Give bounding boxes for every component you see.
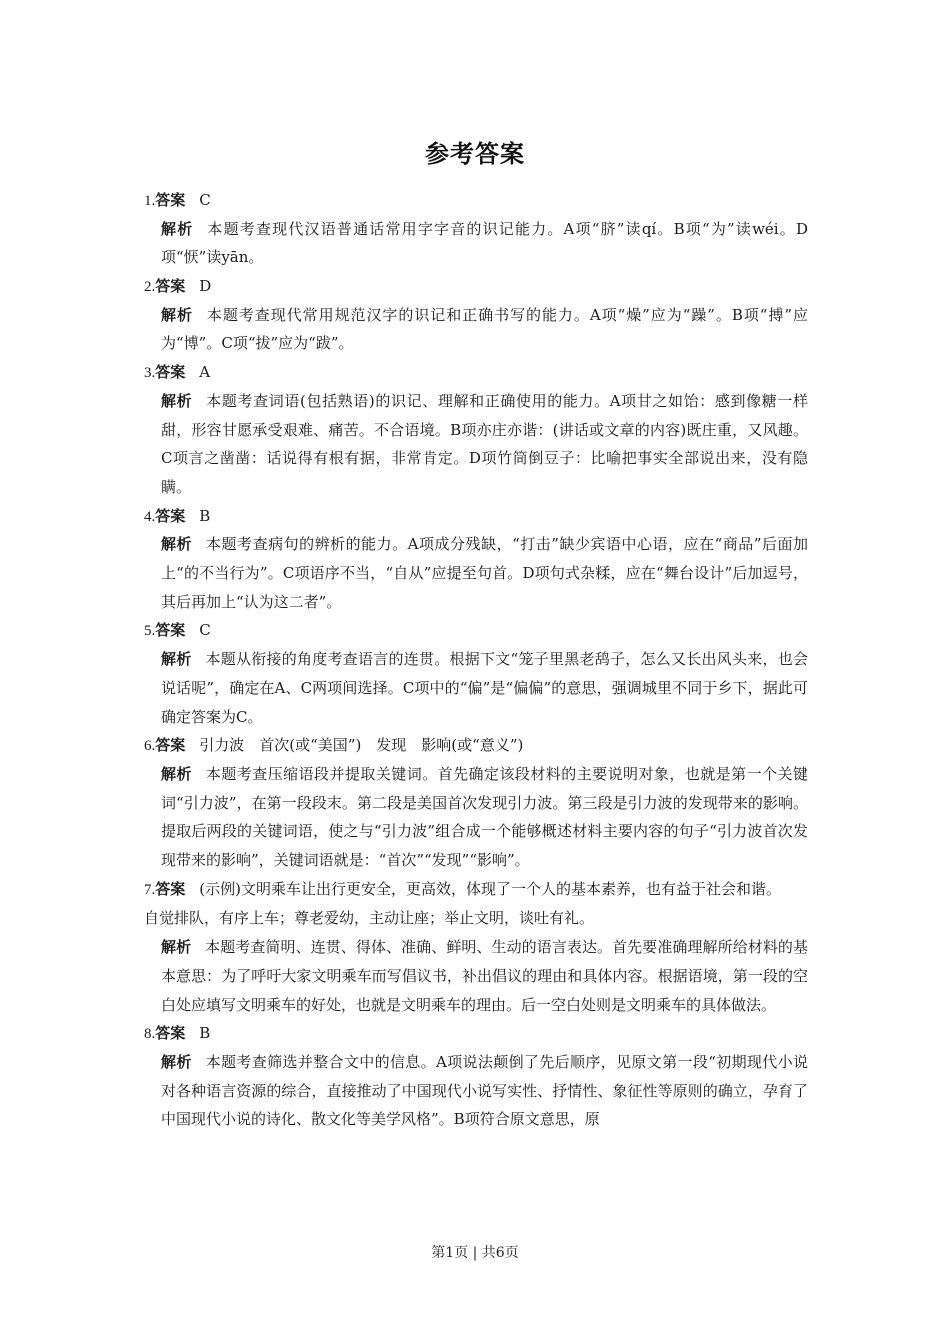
item-number: 8.: [144, 1026, 156, 1043]
analysis-label: 解析: [161, 535, 193, 554]
analysis-label: 解析: [161, 305, 193, 324]
answer-label: 答案: [155, 879, 186, 898]
analysis-label: 解析: [161, 391, 193, 410]
analysis-label: 解析: [161, 764, 192, 783]
item-number: 6.: [144, 738, 156, 755]
analysis-block-7: [144, 933, 808, 1019]
analysis-block-4: [144, 530, 808, 616]
answer-label: 答案: [155, 621, 186, 640]
analysis-text: 本题考查现代汉语普通话常用字字音的识记能力。A项“脐”读qí。B项“为”读wéi。D项“恹”读yān。: [161, 219, 808, 267]
analysis-text: 本题考查病句的辨析的能力。A项成分残缺，“打击”缺少宾语中心语，应在“商品”后面加上“的不当行为”。C项语序不当，“自从”应提至句首。D项句式杂糅，应在“舞台设计”后加逗号，其后再加上“认为这二者”。: [161, 535, 808, 611]
answer-value: C: [199, 191, 211, 209]
analysis-text: 本题从衔接的角度考查语言的连贯。根据下文“笼子里黑老鸹子，怎么又长出风头来，也会说话呢”，确定在A、C两项间选择。C项中的“偏”是“偏偏”的意思，强调城里不同于乡下，据此可确定答案为C。: [161, 650, 808, 726]
analysis-block-5: [144, 645, 808, 731]
answer-label: 答案: [155, 736, 186, 755]
analysis-text: 本题考查筛选并整合文中的信息。A项说法颠倒了先后顺序，见原文第一段“初期现代小说对各种语言资源的综合，直接推动了中国现代小说写实性、抒情性、象征性等原则的确立，孕育了中国现代小说的诗化、散文化等美学风格”。B项符合原文意思，原: [161, 1052, 808, 1129]
answer-label: 答案: [155, 277, 186, 296]
analysis-block-1: [144, 215, 808, 272]
answer-line-8: [144, 1019, 808, 1048]
answer-line-7: [144, 875, 808, 905]
item-number: 1.: [144, 193, 156, 209]
answer-value: C: [199, 621, 211, 640]
answer-line-2: [144, 272, 808, 301]
analysis-block-6: [144, 760, 808, 875]
answer-list: [144, 186, 808, 1134]
answer-line-1: [144, 186, 808, 215]
answer-extra-7: 自觉排队，有序上车；尊老爱幼，主动让座；举止文明，谈吐有礼。: [144, 909, 595, 928]
analysis-text: 本题考查现代常用规范汉字的识记和正确书写的能力。A项“燥”应为“躁”。B项“搏”应为“博”。C项“拔”应为“跋”。: [161, 305, 808, 353]
answer-value: (示例)文明乘车让出行更安全，更高效，体现了一个人的基本素养，也有益于社会和谐。: [199, 879, 781, 898]
analysis-block-2: [144, 301, 808, 358]
analysis-block-8: [144, 1048, 808, 1134]
analysis-block-3: [144, 387, 808, 502]
analysis-text: 本题考查简明、连贯、得体、准确、鲜明、生动的语言表达。首先要准确理解所给材料的基本意思：为了呼吁大家文明乘车而写倡议书，补出倡议的理由和具体内容。根据语境，第一段的空白处应填写文明乘车的好处，也就是文明乘车的理由。后一空白处则是文明乘车的具体做法。: [161, 938, 808, 1014]
item-number: 3.: [144, 365, 156, 382]
answer-line-5: [144, 616, 808, 645]
answer-value: B: [199, 506, 211, 525]
answer-label: 答案: [155, 506, 186, 525]
answer-line-3: [144, 358, 808, 387]
item-number: 7.: [144, 881, 156, 898]
item-number: 4.: [144, 508, 156, 525]
answer-line-4: [144, 502, 808, 531]
answer-label: 答案: [155, 363, 186, 382]
analysis-label: 解析: [161, 650, 192, 669]
analysis-text: 本题考查压缩语段并提取关键词。首先确定该段材料的主要说明对象，也就是第一个关键词“引力波”，在第一段段末。第二段是美国首次发现引力波。第三段是引力波的发现带来的影响。提取后两段的关键词语，使之与“引力波”组合成一个能够概述材料主要内容的句子“引力波首次发现带来的影响”，关键词语就是：“首次”“发现”“影响”。: [161, 764, 808, 870]
answer-value: 引力波 首次(或“美国”) 发现 影响(或“意义”): [199, 736, 524, 755]
analysis-text: 本题考查词语(包括熟语)的识记、理解和正确使用的能力。A项甘之如饴：感到像糖一样甜，形容甘愿承受艰难、痛苦。不合语境。B项亦庄亦谐：(讲话或文章的内容)既庄重，又风趣。C项言之凿凿：话说得有根有据，非常肯定。D项竹筒倒豆子：比喻把事实全部说出来，没有隐瞒。: [161, 391, 808, 496]
analysis-label: 解析: [161, 1052, 192, 1071]
page-title: 参考答案: [425, 140, 525, 168]
item-number: 2.: [144, 279, 156, 296]
analysis-label: 解析: [161, 938, 192, 957]
page-footer: 第1页 | 共6页: [431, 1245, 519, 1261]
analysis-label: 解析: [161, 219, 194, 238]
answer-line-6: [144, 731, 808, 760]
answer-label: 答案: [155, 1024, 186, 1043]
answer-value: B: [199, 1024, 211, 1043]
answer-value: A: [199, 363, 211, 382]
answer-label: 答案: [155, 191, 186, 209]
item-number: 5.: [144, 623, 156, 640]
answer-value: D: [199, 277, 212, 296]
